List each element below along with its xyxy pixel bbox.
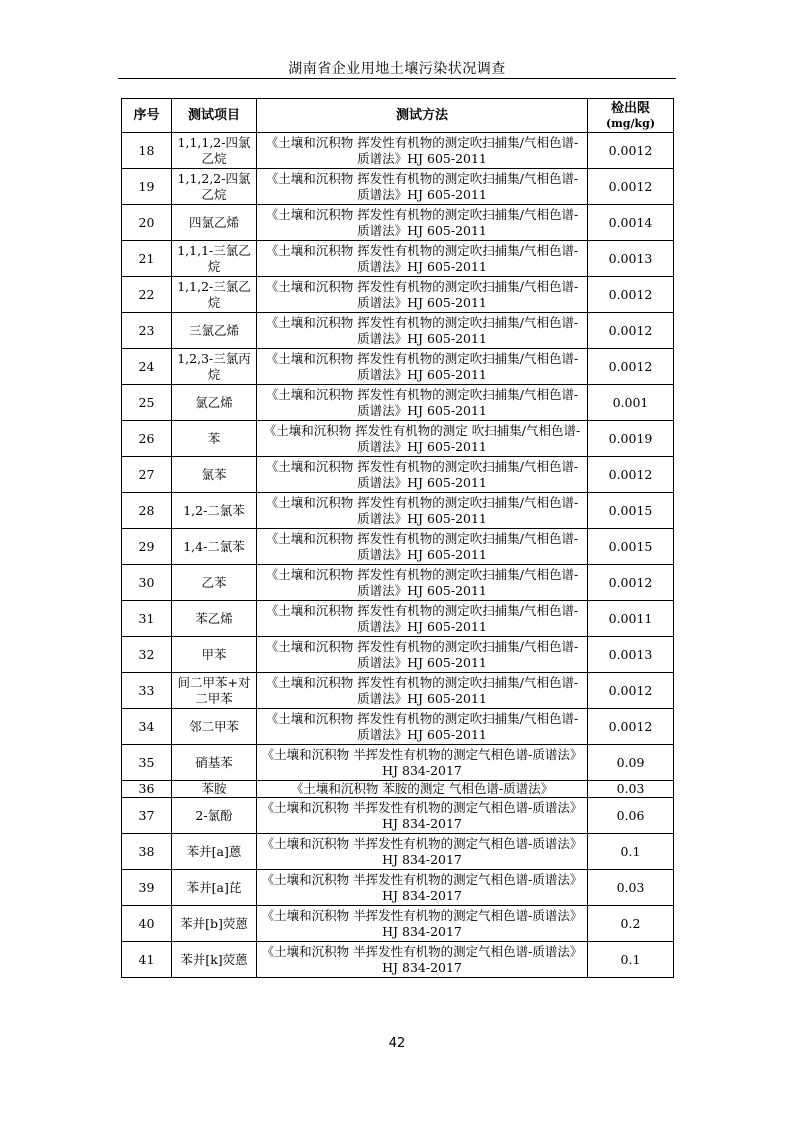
cell-test-item: 苯 [172,421,257,457]
cell-test-item: 1,1,2-三氯乙烷 [172,277,257,313]
cell-detection-limit: 0.2 [588,906,674,942]
cell-test-method: 《土壤和沉积物 半挥发性有机物的测定气相色谱-质谱法》HJ 834-2017 [257,834,588,870]
cell-index: 29 [122,529,172,565]
cell-detection-limit: 0.0013 [588,241,674,277]
table-row [122,385,674,421]
cell-test-method: 《土壤和沉积物 挥发性有机物的测定吹扫捕集/气相色谱-质谱法》HJ 605-2011 [257,565,588,601]
cell-index: 28 [122,493,172,529]
table-header [122,99,674,133]
cell-test-item: 邻二甲苯 [172,709,257,745]
page-number: 42 [388,1036,406,1051]
cell-test-method: 《土壤和沉积物 挥发性有机物的测定吹扫捕集/气相色谱-质谱法》HJ 605-2011 [257,169,588,205]
table-row [122,277,674,313]
cell-detection-limit: 0.0013 [588,637,674,673]
cell-test-method: 《土壤和沉积物 苯胺的测定 气相色谱-质谱法》 [257,781,588,798]
table-row [122,205,674,241]
cell-test-method: 《土壤和沉积物 半挥发性有机物的测定气相色谱-质谱法》HJ 834-2017 [257,942,588,978]
cell-index: 24 [122,349,172,385]
table-row [122,637,674,673]
cell-detection-limit: 0.03 [588,870,674,906]
cell-test-item: 苯并[k]荧蒽 [172,942,257,978]
cell-detection-limit: 0.1 [588,834,674,870]
table-row [122,942,674,978]
cell-detection-limit: 0.0012 [588,565,674,601]
table-row [122,798,674,834]
cell-test-method: 《土壤和沉积物 挥发性有机物的测定吹扫捕集/气相色谱-质谱法》HJ 605-2011 [257,457,588,493]
column-header-limit [588,99,674,133]
cell-test-item: 四氯乙烯 [172,205,257,241]
cell-test-method: 《土壤和沉积物 挥发性有机物的测定吹扫捕集/气相色谱-质谱法》HJ 605-2011 [257,493,588,529]
cell-index: 32 [122,637,172,673]
cell-detection-limit: 0.0012 [588,313,674,349]
cell-index: 26 [122,421,172,457]
cell-index: 31 [122,601,172,637]
cell-test-method: 《土壤和沉积物 半挥发性有机物的测定气相色谱-质谱法》HJ 834-2017 [257,870,588,906]
column-header-limit-label: 检出限 [610,100,650,116]
table-header-row [122,99,674,133]
cell-detection-limit: 0.0014 [588,205,674,241]
cell-index: 33 [122,673,172,709]
cell-detection-limit: 0.0019 [588,421,674,457]
cell-test-method: 《土壤和沉积物 挥发性有机物的测定吹扫捕集/气相色谱-质谱法》HJ 605-2011 [257,529,588,565]
cell-test-item: 乙苯 [172,565,257,601]
cell-test-method: 《土壤和沉积物 挥发性有机物的测定吹扫捕集/气相色谱-质谱法》HJ 605-2011 [257,601,588,637]
cell-index: 40 [122,906,172,942]
cell-test-method: 《土壤和沉积物 挥发性有机物的测定吹扫捕集/气相色谱-质谱法》HJ 605-2011 [257,673,588,709]
test-methods-table [121,98,674,978]
table-row [122,565,674,601]
table-row [122,169,674,205]
table-body [122,133,674,978]
cell-index: 38 [122,834,172,870]
cell-test-method: 《土壤和沉积物 挥发性有机物的测定吹扫捕集/气相色谱-质谱法》HJ 605-2011 [257,637,588,673]
table-row [122,313,674,349]
cell-detection-limit: 0.0012 [588,349,674,385]
table-row [122,241,674,277]
column-header-method: 测试方法 [257,99,588,133]
cell-test-item: 1,1,1-三氯乙烷 [172,241,257,277]
cell-detection-limit: 0.0015 [588,529,674,565]
cell-test-item: 苯胺 [172,781,257,798]
cell-test-item: 1,2,3-三氯丙烷 [172,349,257,385]
cell-test-item: 氯乙烯 [172,385,257,421]
cell-index: 18 [122,133,172,169]
column-header-index: 序号 [122,99,172,133]
cell-test-item: 苯并[a]芘 [172,870,257,906]
cell-test-method: 《土壤和沉积物 挥发性有机物的测定 吹扫捕集/气相色谱-质谱法》HJ 605-2011 [257,421,588,457]
table-row [122,349,674,385]
cell-detection-limit: 0.001 [588,385,674,421]
table-row [122,421,674,457]
cell-detection-limit: 0.0012 [588,457,674,493]
cell-test-method: 《土壤和沉积物 半挥发性有机物的测定气相色谱-质谱法》HJ 834-2017 [257,906,588,942]
table-row [122,745,674,781]
table-row [122,133,674,169]
table-row [122,529,674,565]
cell-test-item: 间二甲苯+对二甲苯 [172,673,257,709]
cell-test-item: 1,4-二氯苯 [172,529,257,565]
cell-index: 34 [122,709,172,745]
cell-test-method: 《土壤和沉积物 半挥发性有机物的测定气相色谱-质谱法》HJ 834-2017 [257,745,588,781]
cell-detection-limit: 0.06 [588,798,674,834]
cell-detection-limit: 0.0015 [588,493,674,529]
column-header-item: 测试项目 [172,99,257,133]
table-row [122,601,674,637]
cell-test-method: 《土壤和沉积物 半挥发性有机物的测定气相色谱-质谱法》HJ 834-2017 [257,798,588,834]
cell-index: 21 [122,241,172,277]
table-row [122,457,674,493]
table-row [122,673,674,709]
cell-test-item: 甲苯 [172,637,257,673]
cell-test-method: 《土壤和沉积物 挥发性有机物的测定吹扫捕集/气相色谱-质谱法》HJ 605-2011 [257,205,588,241]
cell-index: 25 [122,385,172,421]
cell-detection-limit: 0.0012 [588,709,674,745]
cell-index: 35 [122,745,172,781]
table-row [122,493,674,529]
cell-index: 36 [122,781,172,798]
cell-detection-limit: 0.09 [588,745,674,781]
header-divider [118,78,676,79]
cell-index: 39 [122,870,172,906]
cell-index: 20 [122,205,172,241]
cell-index: 41 [122,942,172,978]
cell-test-item: 1,1,1,2-四氯乙烷 [172,133,257,169]
cell-detection-limit: 0.0012 [588,133,674,169]
table-row [122,834,674,870]
cell-detection-limit: 0.0012 [588,169,674,205]
cell-test-method: 《土壤和沉积物 挥发性有机物的测定吹扫捕集/气相色谱-质谱法》HJ 605-2011 [257,133,588,169]
cell-test-method: 《土壤和沉积物 挥发性有机物的测定吹扫捕集/气相色谱-质谱法》HJ 605-2011 [257,241,588,277]
table-row [122,870,674,906]
cell-index: 27 [122,457,172,493]
column-header-limit-unit: (mg/kg) [605,116,656,130]
cell-test-method: 《土壤和沉积物 挥发性有机物的测定吹扫捕集/气相色谱-质谱法》HJ 605-2011 [257,349,588,385]
cell-test-method: 《土壤和沉积物 挥发性有机物的测定吹扫捕集/气相色谱-质谱法》HJ 605-2011 [257,313,588,349]
cell-test-item: 1,1,2,2-四氯乙烷 [172,169,257,205]
cell-test-item: 硝基苯 [172,745,257,781]
cell-test-item: 苯并[b]荧蒽 [172,906,257,942]
cell-index: 37 [122,798,172,834]
table-row [122,709,674,745]
cell-test-item: 苯并[a]蒽 [172,834,257,870]
cell-index: 30 [122,565,172,601]
cell-test-item: 氯苯 [172,457,257,493]
cell-test-method: 《土壤和沉积物 挥发性有机物的测定吹扫捕集/气相色谱-质谱法》HJ 605-2011 [257,385,588,421]
cell-detection-limit: 0.0012 [588,673,674,709]
page-header-title: 湖南省企业用地土壤污染状况调查 [288,61,506,77]
cell-test-item: 三氯乙烯 [172,313,257,349]
cell-index: 22 [122,277,172,313]
table-row [122,906,674,942]
cell-detection-limit: 0.03 [588,781,674,798]
cell-test-method: 《土壤和沉积物 挥发性有机物的测定吹扫捕集/气相色谱-质谱法》HJ 605-2011 [257,709,588,745]
table-row [122,781,674,798]
cell-detection-limit: 0.0012 [588,277,674,313]
cell-test-item: 苯乙烯 [172,601,257,637]
cell-detection-limit: 0.0011 [588,601,674,637]
cell-test-item: 1,2-二氯苯 [172,493,257,529]
cell-index: 23 [122,313,172,349]
cell-test-item: 2-氯酚 [172,798,257,834]
cell-index: 19 [122,169,172,205]
cell-test-method: 《土壤和沉积物 挥发性有机物的测定吹扫捕集/气相色谱-质谱法》HJ 605-2011 [257,277,588,313]
cell-detection-limit: 0.1 [588,942,674,978]
